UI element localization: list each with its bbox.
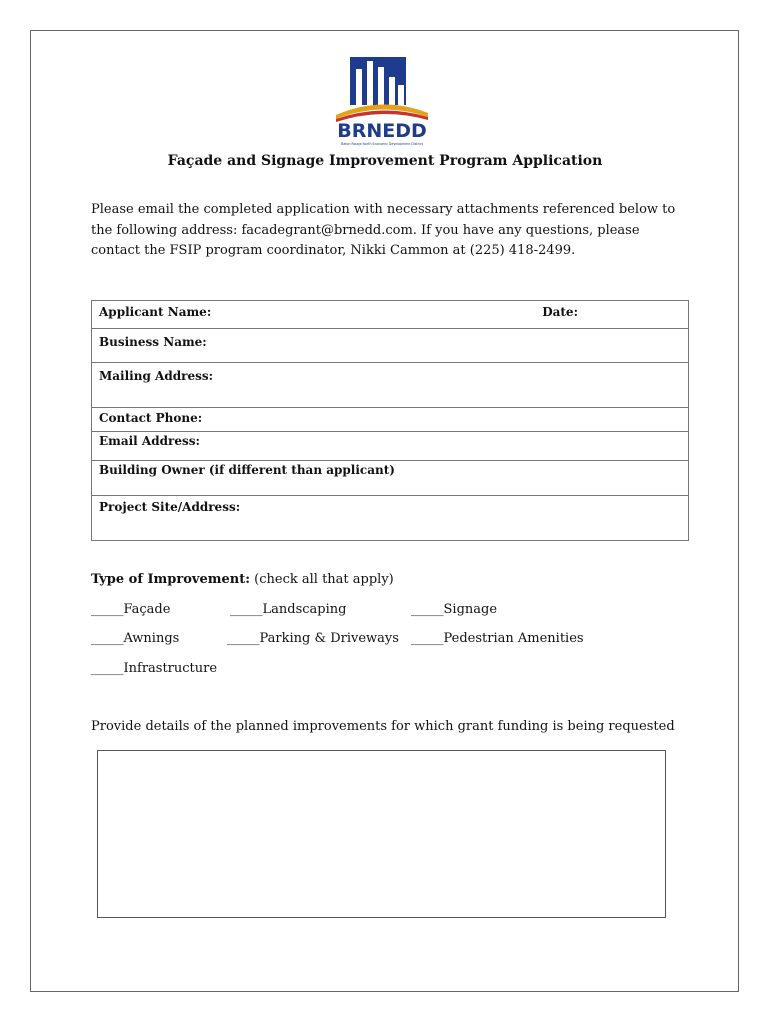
improvement-type-heading bbox=[91, 572, 394, 587]
contact-phone-label: Contact Phone: bbox=[99, 411, 203, 425]
brnedd-logo bbox=[332, 55, 432, 147]
building-owner-field[interactable] bbox=[92, 461, 689, 496]
mailing-address-field[interactable] bbox=[92, 363, 689, 408]
applicant-name-label: Applicant Name: bbox=[99, 305, 212, 319]
details-textarea[interactable] bbox=[97, 750, 666, 918]
details-label: Provide details of the planned improvements for which grant funding is being requested bbox=[91, 719, 675, 734]
email-address-field[interactable] bbox=[92, 432, 689, 461]
option-infrastructure[interactable]: _____Infrastructure bbox=[91, 661, 218, 676]
contact-phone-field[interactable] bbox=[92, 408, 689, 432]
business-name-label: Business Name: bbox=[99, 335, 207, 349]
option-signage[interactable]: _____Signage bbox=[411, 602, 498, 617]
option-awnings[interactable]: _____Awnings bbox=[91, 631, 180, 646]
improvement-heading-bold: Type of Improvement: bbox=[91, 572, 251, 587]
intro-paragraph: Please email the completed application with necessary attachments referenced below to the following address: facadegrant@brnedd.com. If you have any questions, please contact the FSIP program coordinator, Nikki Cammon at (225) 418-2499. bbox=[91, 202, 676, 258]
project-site-label: Project Site/Address: bbox=[99, 500, 241, 514]
applicant-info-table bbox=[91, 300, 689, 541]
business-name-field[interactable] bbox=[92, 329, 689, 363]
logo-tagline: Baton Rouge North Economic Development District bbox=[341, 142, 423, 146]
email-address-label: Email Address: bbox=[99, 434, 200, 448]
logo-wordmark: BRNEDD bbox=[337, 120, 427, 142]
mailing-address-label: Mailing Address: bbox=[99, 369, 214, 383]
applicant-name-field[interactable] bbox=[92, 301, 689, 329]
page-title: Façade and Signage Improvement Program Application bbox=[167, 153, 603, 169]
project-site-field[interactable] bbox=[92, 496, 689, 541]
building-owner-label: Building Owner (if different than applicant) bbox=[99, 463, 395, 477]
option-parking[interactable]: _____Parking & Driveways bbox=[227, 631, 399, 646]
improvement-note: (check all that apply) bbox=[250, 572, 394, 587]
date-label: Date: bbox=[542, 305, 578, 319]
option-facade[interactable]: _____Façade bbox=[91, 602, 171, 617]
option-pedestrian[interactable]: _____Pedestrian Amenities bbox=[411, 631, 584, 646]
option-landscaping[interactable]: _____Landscaping bbox=[230, 602, 347, 617]
